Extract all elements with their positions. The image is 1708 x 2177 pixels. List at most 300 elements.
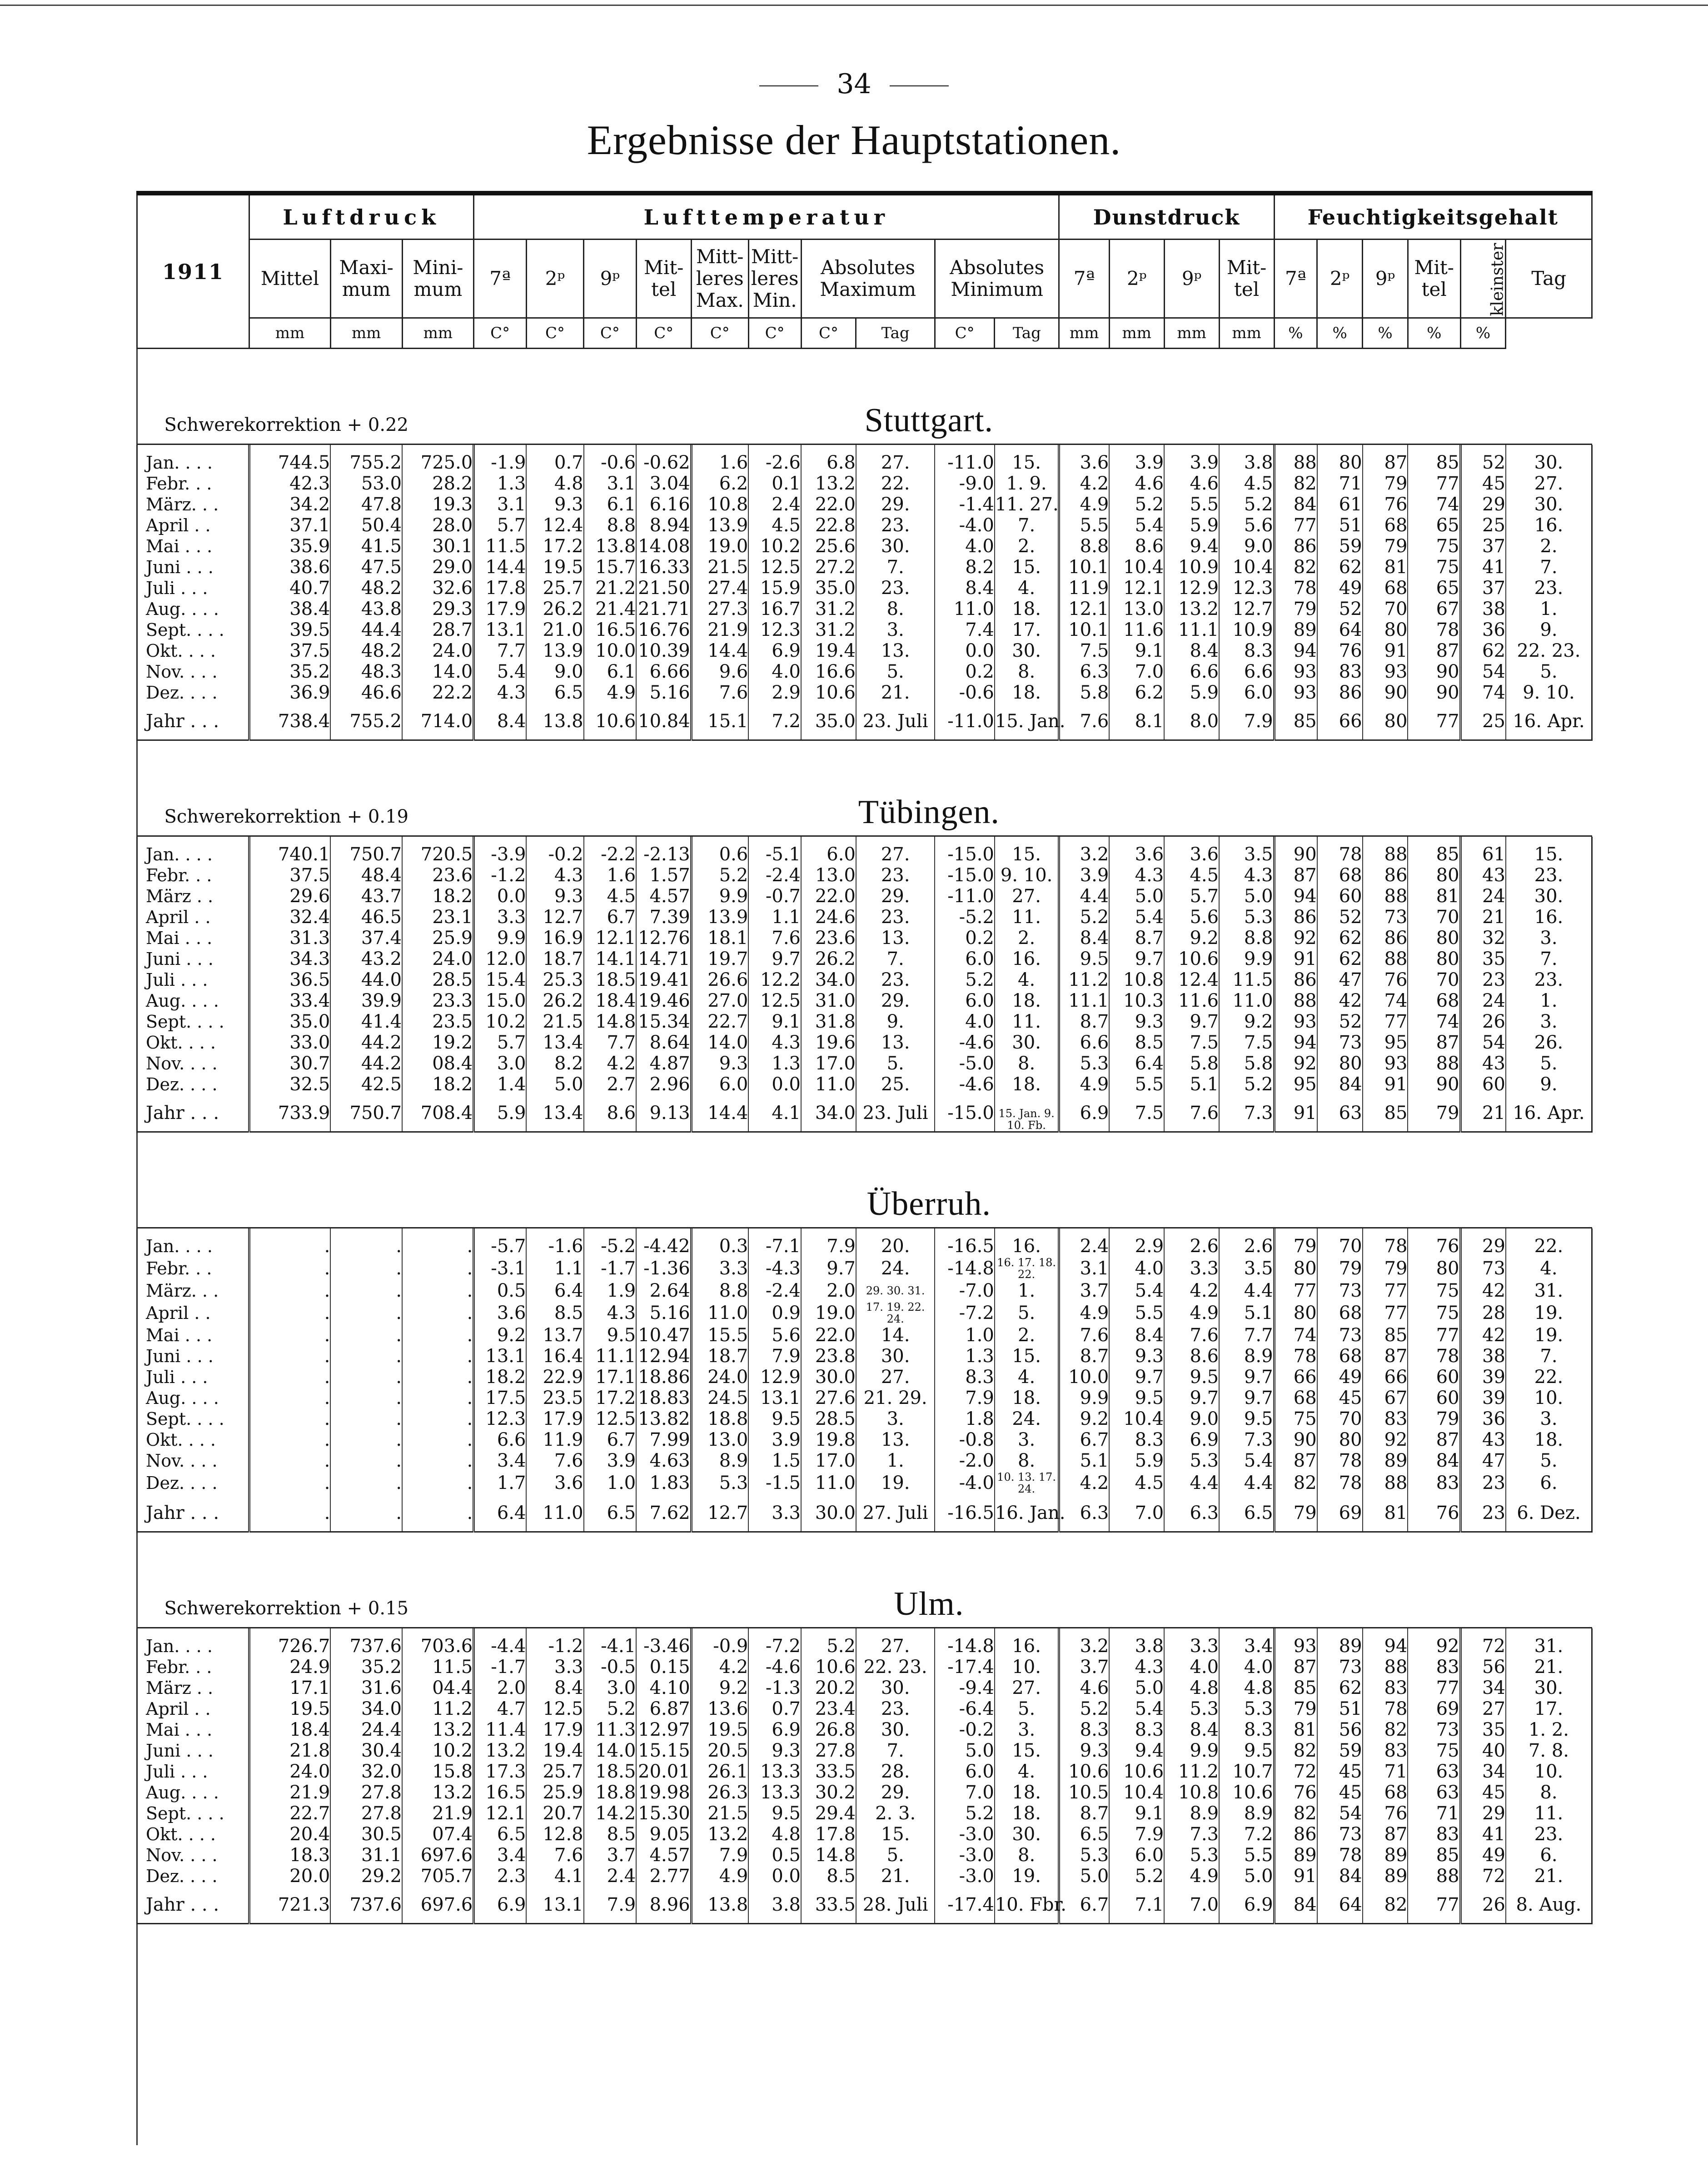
- data-cell: 42: [1317, 990, 1363, 1011]
- data-cell: 5.: [856, 661, 935, 682]
- data-cell: -1.3: [748, 1678, 801, 1698]
- data-cell: 29.: [856, 990, 935, 1011]
- data-cell: 18.4: [249, 1719, 331, 1740]
- data-cell: 2.: [995, 536, 1059, 557]
- data-cell: 6.9: [1164, 1429, 1219, 1450]
- data-cell: 80: [1363, 703, 1408, 740]
- station-header: [137, 1532, 1592, 1628]
- data-cell: 3.1: [584, 473, 637, 494]
- data-cell: 1.7: [474, 1471, 527, 1495]
- data-cell: 2.: [995, 928, 1059, 949]
- data-cell: 6.9: [1219, 1887, 1274, 1924]
- station-header: [137, 1132, 1592, 1228]
- data-cell: 7.0: [1109, 1495, 1164, 1532]
- data-cell: 24.6: [801, 907, 856, 928]
- data-cell: 733.9: [249, 1095, 331, 1132]
- col-absmax: Absolutes Maximum: [801, 240, 935, 318]
- table-row: [137, 1388, 1592, 1408]
- data-cell: 12.5: [584, 1408, 637, 1429]
- data-cell: 4.10: [636, 1678, 691, 1698]
- data-cell: 5.16: [636, 682, 691, 703]
- unit-cell: %: [1274, 318, 1317, 349]
- data-cell: 5.2: [1219, 1074, 1274, 1095]
- data-cell: .: [402, 1257, 474, 1280]
- data-cell: 88: [1363, 949, 1408, 969]
- data-cell: 4.9: [691, 1866, 748, 1887]
- unit-cell: Tag: [856, 318, 935, 349]
- data-cell: 16. Apr.: [1506, 1095, 1592, 1132]
- data-cell: 6.9: [748, 640, 801, 661]
- data-cell: 80: [1408, 865, 1460, 886]
- data-cell: 9.3: [1109, 1346, 1164, 1367]
- data-cell: 33.4: [249, 990, 331, 1011]
- data-cell: 737.6: [330, 1628, 402, 1657]
- data-cell: 90: [1363, 682, 1408, 703]
- data-cell: 87: [1274, 1657, 1317, 1678]
- unit-cell: %: [1408, 318, 1460, 349]
- data-cell: 87: [1408, 1032, 1460, 1053]
- data-cell: 40: [1460, 1740, 1506, 1761]
- data-cell: 5.0: [1059, 1866, 1109, 1887]
- table-row: [137, 907, 1592, 928]
- data-cell: 31.2: [801, 599, 856, 619]
- row-label: April . .: [137, 1301, 249, 1325]
- data-cell: 42: [1460, 1325, 1506, 1346]
- data-cell: 8.: [995, 1053, 1059, 1074]
- row-label: Jahr . . .: [137, 1887, 249, 1924]
- data-cell: 35.0: [249, 1011, 331, 1032]
- data-cell: 12.0: [474, 949, 527, 969]
- data-cell: 27.8: [330, 1803, 402, 1824]
- data-cell: 21.9: [249, 1782, 331, 1803]
- data-cell: 40.7: [249, 578, 331, 599]
- data-cell: 17.9: [526, 1719, 583, 1740]
- data-cell: 80: [1317, 1053, 1363, 1074]
- data-cell: 5.0: [935, 1740, 994, 1761]
- row-label: Nov. . . .: [137, 1450, 249, 1471]
- data-cell: 77: [1274, 1280, 1317, 1301]
- data-cell: 29. 30. 31.: [856, 1280, 935, 1301]
- data-cell: 31.: [1506, 1628, 1592, 1657]
- data-cell: 94: [1363, 1628, 1408, 1657]
- data-cell: 1.9: [584, 1280, 637, 1301]
- data-cell: 2.9: [1109, 1228, 1164, 1257]
- data-cell: 7.6: [691, 682, 748, 703]
- data-cell: 18.: [995, 1803, 1059, 1824]
- data-cell: .: [402, 1346, 474, 1367]
- data-cell: 4.57: [636, 1845, 691, 1866]
- data-cell: 16.5: [584, 619, 637, 640]
- data-cell: 3.9: [1059, 865, 1109, 886]
- row-label: Sept. . . .: [137, 1408, 249, 1429]
- data-cell: 13.2: [801, 473, 856, 494]
- data-cell: 25.: [856, 1074, 935, 1095]
- data-cell: -2.2: [584, 837, 637, 865]
- data-cell: 10.6: [1059, 1761, 1109, 1782]
- row-label: Juni . . .: [137, 1346, 249, 1367]
- data-cell: 10.2: [748, 536, 801, 557]
- data-cell: 21.2: [584, 578, 637, 599]
- data-cell: 10. Fbr.: [995, 1887, 1059, 1924]
- data-cell: 74: [1460, 682, 1506, 703]
- data-cell: 1.8: [935, 1408, 994, 1429]
- data-cell: 8.: [995, 1450, 1059, 1471]
- data-cell: 4.9: [1164, 1301, 1219, 1325]
- data-cell: 12.9: [748, 1367, 801, 1388]
- data-cell: 78: [1317, 1450, 1363, 1471]
- data-cell: 25.7: [526, 578, 583, 599]
- data-cell: 68: [1363, 1782, 1408, 1803]
- row-label: April . .: [137, 515, 249, 536]
- row-label: Febr. . .: [137, 1257, 249, 1280]
- data-cell: 738.4: [249, 703, 331, 740]
- data-cell: 86: [1274, 969, 1317, 990]
- data-cell: 12.3: [748, 619, 801, 640]
- data-cell: 47: [1460, 1450, 1506, 1471]
- data-cell: 13.: [856, 1032, 935, 1053]
- data-cell: 84: [1408, 1450, 1460, 1471]
- data-cell: 65: [1408, 578, 1460, 599]
- data-cell: 66: [1317, 703, 1363, 740]
- data-cell: -15.0: [935, 1095, 994, 1132]
- data-cell: -0.62: [636, 445, 691, 473]
- data-cell: 46.6: [330, 682, 402, 703]
- table-row: [137, 1367, 1592, 1388]
- data-cell: 8.6: [1164, 1346, 1219, 1367]
- data-cell: 5.2: [801, 1628, 856, 1657]
- data-cell: 11.2: [402, 1698, 474, 1719]
- data-cell: 18.5: [584, 969, 637, 990]
- data-cell: 27.6: [801, 1388, 856, 1408]
- data-cell: 80: [1317, 1429, 1363, 1450]
- row-label: Aug. . . .: [137, 1388, 249, 1408]
- data-cell: 51: [1317, 1698, 1363, 1719]
- data-cell: 12.94: [636, 1346, 691, 1367]
- data-cell: 10.2: [402, 1740, 474, 1761]
- data-cell: 63: [1408, 1782, 1460, 1803]
- data-cell: 714.0: [402, 703, 474, 740]
- data-cell: 45: [1317, 1388, 1363, 1408]
- row-label: Mai . . .: [137, 536, 249, 557]
- data-cell: 6.7: [584, 1429, 637, 1450]
- data-cell: -3.1: [474, 1257, 527, 1280]
- data-cell: 10.0: [584, 640, 637, 661]
- data-cell: 13.2: [402, 1719, 474, 1740]
- data-cell: 19.5: [249, 1698, 331, 1719]
- data-cell: 79: [1274, 1698, 1317, 1719]
- data-cell: 10.7: [1219, 1761, 1274, 1782]
- data-cell: 30.: [856, 1346, 935, 1367]
- data-cell: 22.: [1506, 1228, 1592, 1257]
- table-row: [137, 886, 1592, 907]
- data-cell: 6.16: [636, 494, 691, 515]
- data-cell: 23: [1460, 1471, 1506, 1495]
- data-cell: 76: [1274, 1782, 1317, 1803]
- unit-cell: mm: [1219, 318, 1274, 349]
- data-cell: 74: [1408, 1011, 1460, 1032]
- data-cell: 59: [1317, 1740, 1363, 1761]
- data-cell: 9.9: [1219, 949, 1274, 969]
- data-cell: 8.96: [636, 1887, 691, 1924]
- data-cell: 81: [1363, 1495, 1408, 1532]
- data-cell: 52: [1317, 599, 1363, 619]
- data-cell: 11.9: [1059, 578, 1109, 599]
- data-cell: 5.2: [1109, 1866, 1164, 1887]
- data-cell: 20.01: [636, 1761, 691, 1782]
- data-cell: 83: [1363, 1740, 1408, 1761]
- data-cell: 88: [1363, 886, 1408, 907]
- data-cell: 10.6: [1219, 1782, 1274, 1803]
- data-cell: 9.7: [1109, 949, 1164, 969]
- data-cell: 60: [1408, 1388, 1460, 1408]
- data-cell: 13.82: [636, 1408, 691, 1429]
- data-cell: 19.: [1506, 1325, 1592, 1346]
- data-cell: 4.: [1506, 1257, 1592, 1280]
- data-cell: 15.: [995, 837, 1059, 865]
- data-cell: 45: [1460, 473, 1506, 494]
- data-cell: 5.9: [1109, 1450, 1164, 1471]
- top-rule: [0, 5, 1708, 6]
- data-cell: 8.2: [526, 1053, 583, 1074]
- data-cell: 13.3: [748, 1761, 801, 1782]
- data-cell: 84: [1317, 1866, 1363, 1887]
- spacer: [1274, 349, 1592, 444]
- group-lufttemperatur: Lufttemperatur: [474, 193, 1059, 240]
- data-cell: 4.0: [935, 536, 994, 557]
- data-cell: 0.1: [748, 473, 801, 494]
- data-cell: 71: [1363, 1761, 1408, 1782]
- data-cell: .: [402, 1388, 474, 1408]
- data-cell: 5.5: [1164, 494, 1219, 515]
- data-cell: 5.9: [1164, 682, 1219, 703]
- data-cell: 19.0: [801, 1301, 856, 1325]
- data-cell: .: [249, 1495, 331, 1532]
- data-cell: -0.2: [935, 1719, 994, 1740]
- data-cell: -7.2: [935, 1301, 994, 1325]
- data-cell: 23.: [1506, 1824, 1592, 1845]
- data-cell: -1.9: [474, 445, 527, 473]
- data-cell: 25.9: [526, 1782, 583, 1803]
- data-cell: 6.5: [1059, 1824, 1109, 1845]
- data-cell: 6.3: [1059, 1495, 1109, 1532]
- data-cell: .: [249, 1280, 331, 1301]
- data-cell: 64: [1317, 619, 1363, 640]
- data-cell: 38: [1460, 1346, 1506, 1367]
- data-cell: 11.3: [584, 1719, 637, 1740]
- data-cell: 11.5: [402, 1657, 474, 1678]
- row-label: März. . .: [137, 494, 249, 515]
- data-cell: -11.0: [935, 445, 994, 473]
- data-cell: -4.3: [748, 1257, 801, 1280]
- data-cell: 30.4: [330, 1740, 402, 1761]
- data-cell: .: [249, 1429, 331, 1450]
- data-cell: 12.4: [526, 515, 583, 536]
- data-cell: 93: [1363, 661, 1408, 682]
- data-cell: 79: [1317, 1257, 1363, 1280]
- row-label: Okt. . . .: [137, 640, 249, 661]
- data-cell: 7.: [1506, 557, 1592, 578]
- data-cell: 63: [1317, 1095, 1363, 1132]
- data-cell: -3.0: [935, 1866, 994, 1887]
- col-maximum: Maxi- mum: [330, 240, 402, 318]
- data-cell: 88: [1363, 1657, 1408, 1678]
- data-cell: 8.9: [1164, 1803, 1219, 1824]
- data-cell: 27.0: [691, 990, 748, 1011]
- data-cell: 3.: [1506, 928, 1592, 949]
- data-cell: 77: [1408, 1325, 1460, 1346]
- data-cell: 7.: [1506, 1346, 1592, 1367]
- data-cell: 12.8: [526, 1824, 583, 1845]
- data-cell: 21.5: [526, 1011, 583, 1032]
- data-cell: 3.: [995, 1429, 1059, 1450]
- data-cell: 24.: [995, 1408, 1059, 1429]
- data-cell: 7.7: [1219, 1325, 1274, 1346]
- data-cell: 6.7: [1059, 1429, 1109, 1450]
- data-cell: 6.3: [1164, 1495, 1219, 1532]
- data-cell: 27: [1460, 1698, 1506, 1719]
- data-cell: 7.9: [801, 1228, 856, 1257]
- data-cell: 32.4: [249, 907, 331, 928]
- data-cell: 76: [1408, 1228, 1460, 1257]
- data-cell: 38.4: [249, 599, 331, 619]
- data-cell: 8.7: [1059, 1346, 1109, 1367]
- data-cell: 5.: [995, 1301, 1059, 1325]
- table-row: [137, 1429, 1592, 1450]
- data-cell: 10.0: [1059, 1367, 1109, 1388]
- kleinster-label: kleinster: [1488, 243, 1507, 316]
- row-label: Mai . . .: [137, 1325, 249, 1346]
- data-cell: 72: [1460, 1866, 1506, 1887]
- data-cell: 22.: [856, 473, 935, 494]
- data-cell: 35.0: [801, 578, 856, 599]
- data-cell: 11.2: [1059, 969, 1109, 990]
- data-cell: 15.0: [474, 990, 527, 1011]
- data-cell: 3.6: [1059, 445, 1109, 473]
- data-cell: 5.7: [1164, 886, 1219, 907]
- data-cell: 78: [1363, 1228, 1408, 1257]
- data-cell: 7. 8.: [1506, 1740, 1592, 1761]
- data-cell: 9.2: [474, 1325, 527, 1346]
- data-cell: 4.0: [1219, 1657, 1274, 1678]
- data-cell: 9.: [1506, 619, 1592, 640]
- data-cell: 18.: [995, 1388, 1059, 1408]
- data-cell: 24.0: [691, 1367, 748, 1388]
- data-cell: 10.6: [584, 703, 637, 740]
- data-cell: 95: [1274, 1074, 1317, 1095]
- data-cell: -2.6: [748, 445, 801, 473]
- data-cell: 7.: [1506, 949, 1592, 969]
- data-cell: 5.6: [1219, 515, 1274, 536]
- data-cell: 94: [1274, 886, 1317, 907]
- data-cell: 27.4: [691, 578, 748, 599]
- data-cell: 7.62: [636, 1495, 691, 1532]
- col-d9: 9ᵖ: [1164, 240, 1219, 318]
- data-cell: 28.7: [402, 619, 474, 640]
- data-cell: 90: [1408, 661, 1460, 682]
- data-cell: 83: [1408, 1471, 1460, 1495]
- row-label: Jan. . . .: [137, 445, 249, 473]
- row-label: April . .: [137, 1698, 249, 1719]
- data-cell: 0.9: [748, 1301, 801, 1325]
- unit-cell: C°: [691, 318, 748, 349]
- data-cell: 5.2: [1109, 494, 1164, 515]
- data-cell: 23.: [856, 907, 935, 928]
- data-cell: 6.87: [636, 1698, 691, 1719]
- data-cell: 87: [1363, 1346, 1408, 1367]
- data-cell: .: [330, 1301, 402, 1325]
- data-cell: 755.2: [330, 703, 402, 740]
- data-cell: 11.0: [1219, 990, 1274, 1011]
- data-cell: -14.8: [935, 1628, 994, 1657]
- data-cell: 9.7: [748, 949, 801, 969]
- data-cell: 28.: [856, 1761, 935, 1782]
- data-cell: 30.5: [330, 1824, 402, 1845]
- data-cell: 47.5: [330, 557, 402, 578]
- data-cell: 3.6: [526, 1471, 583, 1495]
- data-cell: 21.: [1506, 1866, 1592, 1887]
- data-cell: 80: [1274, 1301, 1317, 1325]
- data-cell: 41: [1460, 1824, 1506, 1845]
- data-cell: 22.0: [801, 494, 856, 515]
- col-tmittel: Mit- tel: [636, 240, 691, 318]
- data-cell: 26: [1460, 1887, 1506, 1924]
- data-cell: 19.4: [526, 1740, 583, 1761]
- data-cell: 4.2: [584, 1053, 637, 1074]
- data-cell: 18.7: [526, 949, 583, 969]
- data-cell: 16. 17. 18. 22.: [995, 1257, 1059, 1280]
- data-cell: 10.: [1506, 1388, 1592, 1408]
- data-cell: 8.5: [1109, 1032, 1164, 1053]
- data-cell: 9. 10.: [1506, 682, 1592, 703]
- data-cell: 62: [1317, 928, 1363, 949]
- data-cell: 35.2: [249, 661, 331, 682]
- data-cell: 21.: [856, 682, 935, 703]
- data-cell: 77: [1408, 1887, 1460, 1924]
- data-cell: 82: [1274, 1471, 1317, 1495]
- data-cell: 24: [1460, 990, 1506, 1011]
- station-name: Überruh.: [866, 1185, 991, 1223]
- data-cell: 5.: [1506, 661, 1592, 682]
- data-cell: 6.7: [1059, 1887, 1109, 1924]
- data-cell: 3.9: [584, 1450, 637, 1471]
- data-cell: 27. Juli: [856, 1495, 935, 1532]
- data-cell: 48.2: [330, 578, 402, 599]
- data-cell: 66: [1274, 1367, 1317, 1388]
- data-cell: 91: [1274, 949, 1317, 969]
- table-row: [137, 928, 1592, 949]
- data-cell: 78: [1408, 619, 1460, 640]
- data-cell: 19.41: [636, 969, 691, 990]
- data-cell: 13.2: [691, 1824, 748, 1845]
- data-cell: 8.3: [1109, 1719, 1164, 1740]
- data-cell: 10.4: [1219, 557, 1274, 578]
- col-t9: 9ᵖ: [584, 240, 637, 318]
- data-cell: 73: [1317, 1280, 1363, 1301]
- data-cell: 25: [1460, 515, 1506, 536]
- row-label: Dez. . . .: [137, 1074, 249, 1095]
- table-row: [137, 1074, 1592, 1095]
- data-cell: 45: [1317, 1761, 1363, 1782]
- data-cell: 750.7: [330, 1095, 402, 1132]
- data-cell: 4.: [995, 578, 1059, 599]
- data-cell: 18.: [1506, 1429, 1592, 1450]
- data-cell: 42: [1460, 1280, 1506, 1301]
- row-label: Nov. . . .: [137, 1053, 249, 1074]
- data-cell: 79: [1274, 1495, 1317, 1532]
- col-fmittel: Mit- tel: [1408, 240, 1460, 318]
- data-cell: 11.: [995, 907, 1059, 928]
- data-cell: 25.7: [526, 1761, 583, 1782]
